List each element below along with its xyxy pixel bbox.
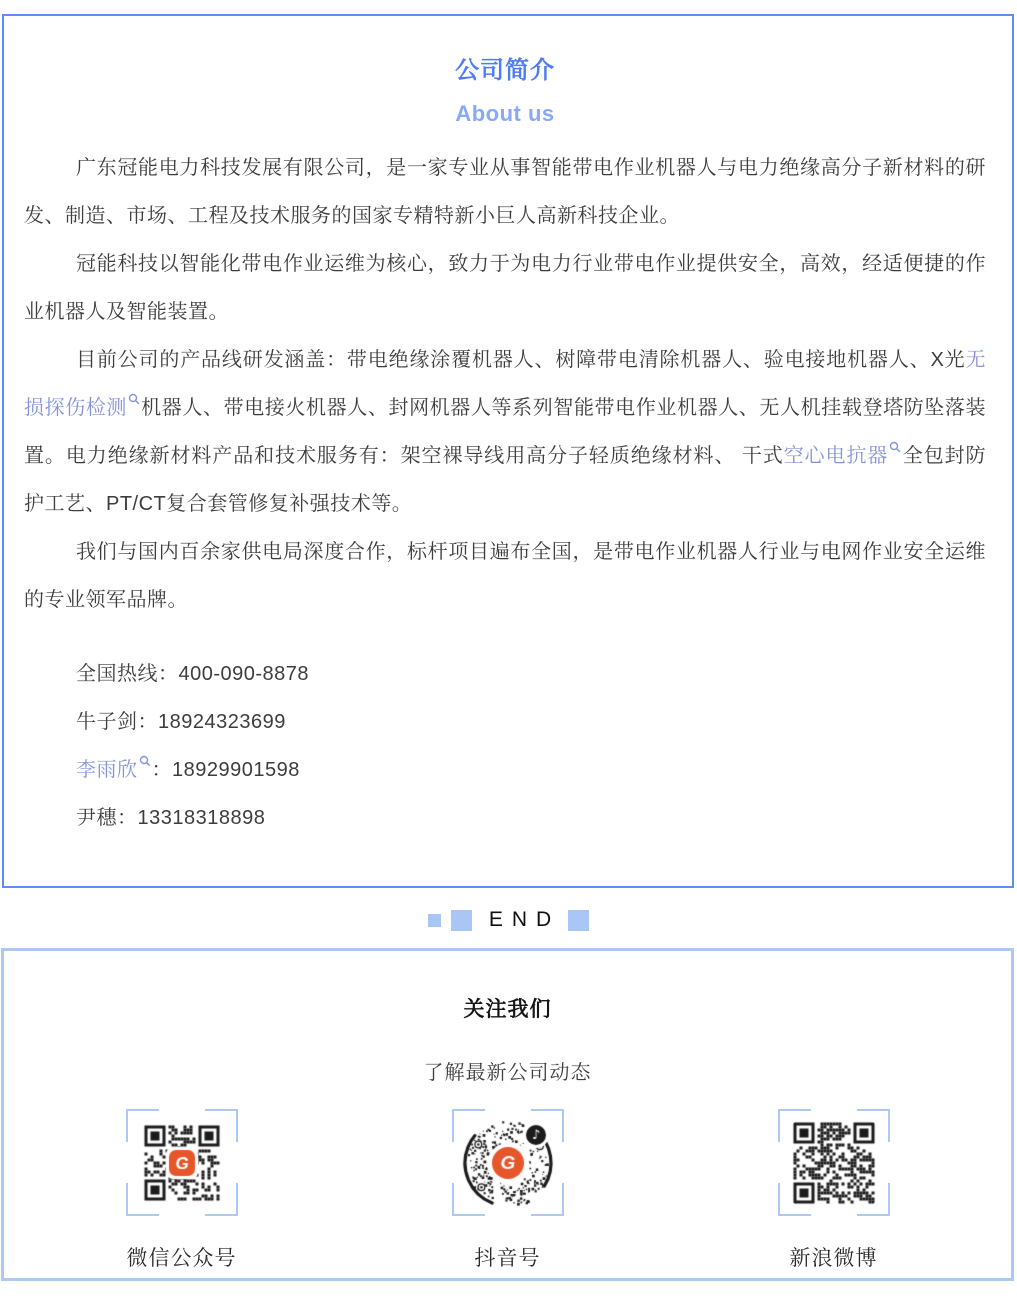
qr-frame bbox=[452, 1109, 564, 1216]
qr-item-douyin bbox=[452, 1109, 564, 1272]
about-paragraph-2: 冠能科技以智能化带电作业运维为核心，致力于为电力行业带电作业提供安全，高效，经适便捷的作业机器人及智能装置。 bbox=[24, 253, 986, 323]
contact-name-link-text: 李雨欣 bbox=[76, 759, 138, 781]
divider-square bbox=[451, 910, 472, 931]
qr-label-wechat: 微信公众号 bbox=[126, 1247, 237, 1270]
qr-frame-corner bbox=[778, 1183, 811, 1216]
about-paragraph-3-text: 机器人、带电接火机器人、封网机器人等系列智能带电作业机器人、无人机挂载登塔防坠落装置。电力绝缘新材料产品和技术服务有：架空裸导线用高分子轻质绝缘材料、 干式 bbox=[24, 397, 987, 467]
qr-frame bbox=[126, 1109, 238, 1216]
company-profile-card bbox=[2, 14, 1014, 888]
divider-square bbox=[428, 914, 441, 927]
ndt-inspection-link-text: 无损探伤检测 bbox=[24, 349, 986, 419]
divider-square bbox=[568, 910, 589, 931]
reactor-link-text: 空心电抗器 bbox=[783, 445, 889, 467]
qr-frame-corner bbox=[531, 1109, 564, 1142]
follow-title: 关注我们 bbox=[463, 998, 552, 1021]
about-paragraph-3-text: 全包封防护工艺、PT/CT复合套管修复补强技术等。 bbox=[24, 445, 987, 515]
qr-row bbox=[4, 1109, 1011, 1272]
qr-frame-corner bbox=[205, 1109, 238, 1142]
qr-item-wechat bbox=[126, 1109, 238, 1272]
about-paragraph-3-text: 目前公司的产品线研发涵盖：带电绝缘涂覆机器人、树障带电清除机器人、验电接地机器人、X光 bbox=[76, 349, 966, 371]
search-icon bbox=[128, 393, 140, 405]
search-icon bbox=[889, 441, 901, 453]
qr-item-weibo bbox=[778, 1109, 890, 1272]
qr-frame-corner bbox=[778, 1109, 811, 1142]
contact-person-3: 尹穗：13318318898 bbox=[76, 807, 266, 829]
qr-frame-corner bbox=[205, 1183, 238, 1216]
end-divider bbox=[0, 906, 1017, 934]
qr-label-douyin: 抖音号 bbox=[474, 1247, 541, 1270]
qr-frame-corner bbox=[857, 1183, 890, 1216]
about-content bbox=[24, 144, 986, 842]
follow-us-card bbox=[1, 948, 1014, 1281]
page-subtitle: About us bbox=[455, 101, 555, 126]
follow-subtitle: 了解最新公司动态 bbox=[423, 1062, 592, 1084]
qr-frame-corner bbox=[126, 1109, 159, 1142]
qr-frame-corner bbox=[452, 1109, 485, 1142]
about-paragraph-4: 我们与国内百余家供电局深度合作，标杆项目遍布全国，是带电作业机器人行业与电网作业安全运维的专业领军品牌。 bbox=[24, 541, 986, 611]
qr-frame-corner bbox=[126, 1183, 159, 1216]
contact-person-1: 牛子剑：18924323699 bbox=[76, 711, 286, 733]
about-paragraph-1: 广东冠能电力科技发展有限公司，是一家专业从事智能带电作业机器人与电力绝缘高分子新材料的研发、制造、市场、工程及技术服务的国家专精特新小巨人高新科技企业。 bbox=[24, 157, 986, 227]
qr-frame-corner bbox=[452, 1183, 485, 1216]
contact-person-2 bbox=[24, 746, 986, 794]
about-paragraph-3 bbox=[24, 336, 986, 528]
qr-frame-corner bbox=[857, 1109, 890, 1142]
end-label: END bbox=[488, 908, 561, 931]
contact-name-link[interactable] bbox=[76, 759, 152, 781]
contact-hotline: 全国热线：400-090-8878 bbox=[76, 663, 310, 685]
qr-frame-corner bbox=[531, 1183, 564, 1216]
page-title: 公司简介 bbox=[455, 57, 555, 84]
qr-frame bbox=[778, 1109, 890, 1216]
search-icon bbox=[139, 755, 151, 767]
contact-block bbox=[24, 650, 986, 842]
qr-label-weibo: 新浪微博 bbox=[789, 1247, 878, 1270]
reactor-link[interactable] bbox=[784, 445, 903, 467]
contact-person-2-number: ：18929901598 bbox=[151, 759, 300, 781]
